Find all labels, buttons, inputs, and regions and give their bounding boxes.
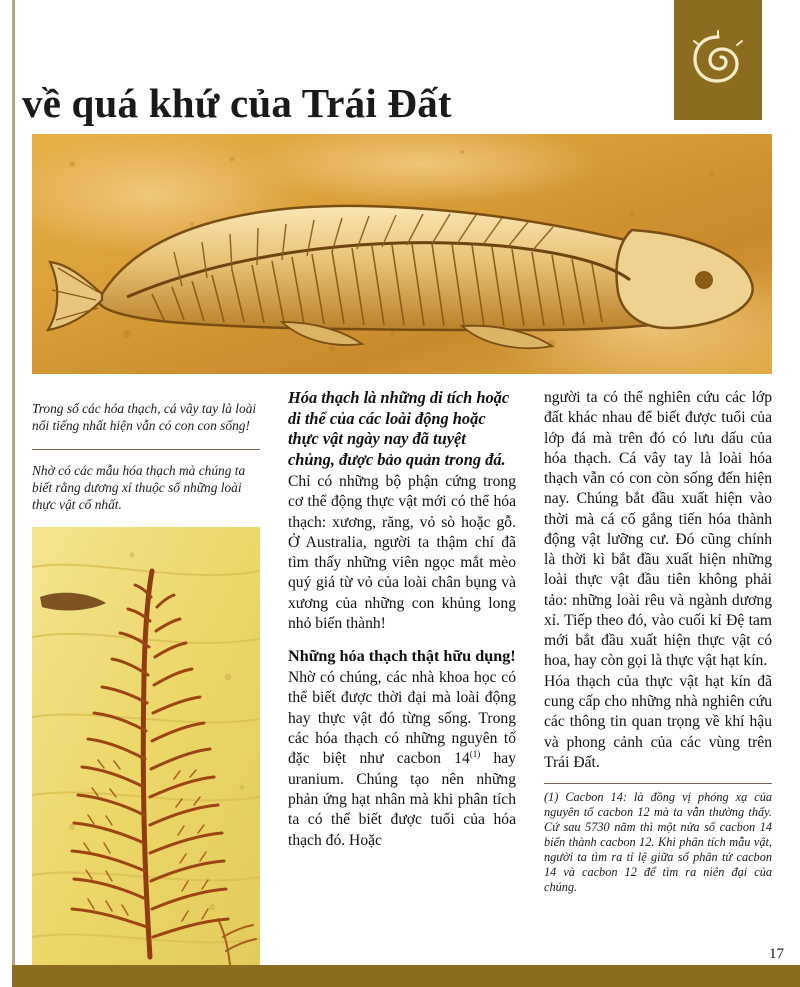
body-paragraph-2-part-b: hay uranium. Chúng tạo nên những phản ứng hạt nhân mà khi phân tích ta có thể biết được tuổi của hóa thạch đó. Hoặc: [288, 750, 516, 849]
column-left: [32, 388, 260, 967]
column-right: [544, 388, 772, 907]
fossil-fish-photo: [32, 134, 772, 374]
chapter-logo-band: [674, 0, 762, 120]
body-paragraph-3: người ta có thể nghiên cứu các lớp đất khác nhau để biết được tuổi của lớp đá mà trên đó có lưu dấu của hóa thạch. Cá vây tay là loài hóa thạch vẫn có con còn sống đến hiện nay. Chúng bắt đầu xuất hiện vào thời mà cá cố gắng tiến hóa thành động vật lưỡng cư. Đó cũng chính là thời kì bắt đầu xuất hiện những loài thực vật đầu tiên không phải tảo: những loài rêu và ngành dương xỉ. Tiếp theo đó, vào cuối kỉ Đệ tam mới bắt đầu xuất hiện thực vật có hoa, hay còn gọi là thực vật hạt kín.: [544, 389, 772, 670]
body-paragraph-4: Hóa thạch của thực vật hạt kín đã cung cấp cho những nhà nghiên cứu các thông tin quan trọng về khí hậu và phong cảnh của các vùng trên Trái Đất.: [544, 672, 772, 771]
caption-divider: [32, 449, 260, 450]
ammonite-spiral-icon: [687, 29, 749, 91]
footer-bar: [12, 965, 800, 987]
page-left-rule: [12, 0, 15, 987]
fossil-fern-photo: [32, 527, 260, 967]
lead-paragraph: Hóa thạch là những di tích hoặc di thể của các loài động hoặc thực vật ngày nay đã tuyệt chủng, được bảo quản trong đá.: [288, 388, 510, 469]
footnote-marker: (1): [469, 749, 481, 760]
body-paragraph-2: [288, 668, 516, 851]
footnote-text: (1) Cacbon 14: là đồng vị phóng xạ của nguyên tố cacbon 12 mà ta vẫn thường thấy. Cứ sau 5730 năm thì một nửa số cacbon 14 biến thành cacbon 12. Khi phân tích mẫu vật, người ta tìm ra tỉ lệ giữa số phân tử cacbon 14 và cacbon 12 để tìm ra niên đại của chúng.: [544, 783, 772, 895]
column-middle: [288, 388, 516, 851]
figure-caption-fern: Nhờ có các mẫu hóa thạch mà chúng ta biết rằng dương xỉ thuộc số những loài thực vật cổ nhất.: [32, 462, 246, 512]
body-paragraph-2-part-a: Nhờ có chúng, các nhà khoa học có thể biết được thời đại mà loài động hay thực vật đó từng sống. Trong các hóa thạch có những nguyên tố đặc biệt như cacbon 14: [288, 669, 516, 768]
page-number: 17: [769, 946, 784, 962]
figure-caption-fish: Trong số các hóa thạch, cá vây tay là loài nổi tiếng nhất hiện vẫn có con con sống!: [32, 401, 257, 434]
page-title: về quá khứ của Trái Đất: [22, 80, 452, 127]
body-paragraph-1: Chỉ có những bộ phận cứng trong cơ thể động thực vật mới có thể hóa thạch: xương, răng, vỏ sò hoặc gỗ. Ở Australia, người ta thậm chí đã tìm thấy những viên ngọc mắt mèo quý giá từ vỏ của loài chân bụng và xương của những con khủng long nhỏ biến thành!: [288, 473, 516, 632]
section-subhead: Những hóa thạch thật hữu dụng!: [288, 647, 516, 666]
